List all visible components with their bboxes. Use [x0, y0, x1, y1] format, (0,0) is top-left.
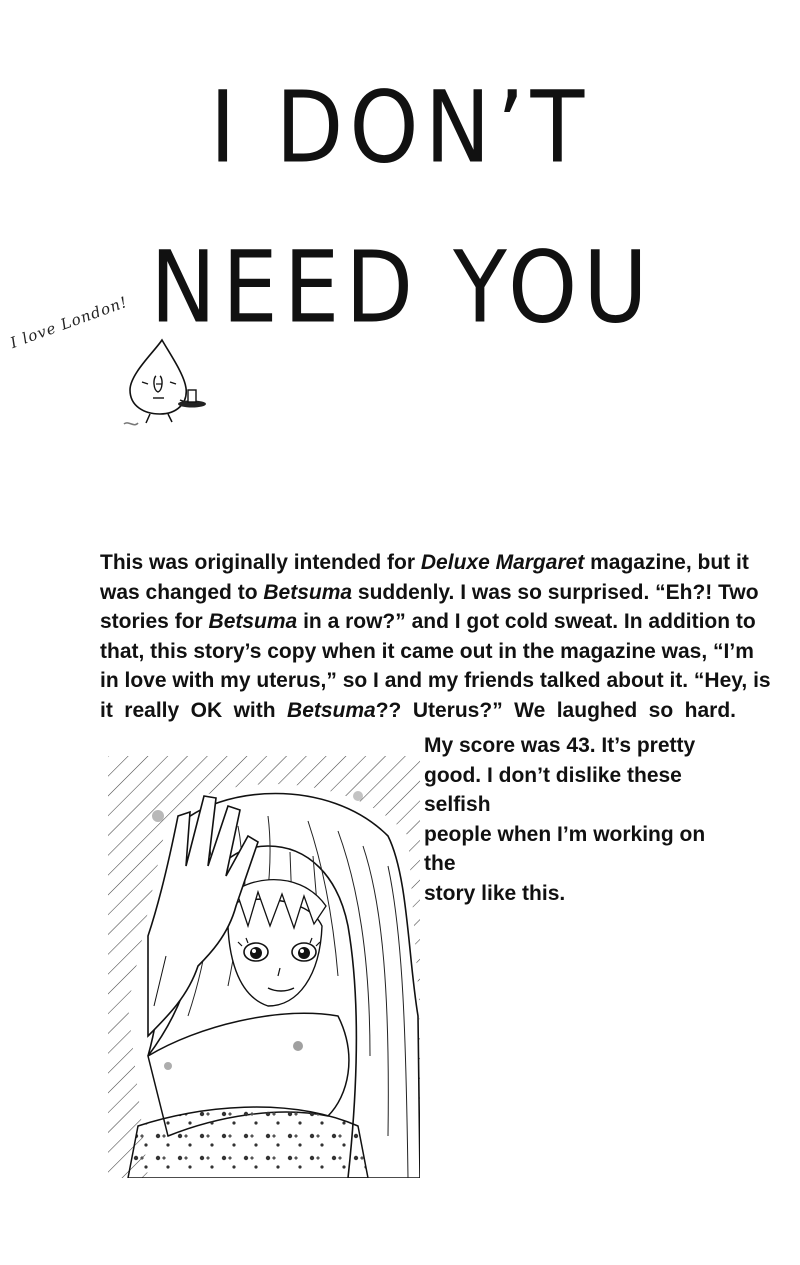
note-line-4: that, this story’s copy when it came out in the magazine was, “I’m: [100, 639, 754, 663]
author-note: [100, 548, 771, 725]
note-line-1: This was originally intended for Deluxe Margaret magazine, but it: [100, 551, 749, 574]
note-line-2: was changed to Betsuma suddenly. I was so surprised. “Eh?! Two: [100, 580, 759, 604]
note-tail-line-2: good. I don’t dislike these selfish: [424, 763, 682, 816]
page-title-line-2: NEED YOU: [150, 229, 654, 346]
doodle-caption: I love London!: [7, 292, 131, 352]
note-line-3: stories for Betsuma in a row?” and I got cold sweat. In addition to: [100, 610, 756, 633]
note-line-5: in love with my uterus,” so I and my friends talked about it. “Hey, is: [100, 669, 771, 692]
manga-girl-illustration: [108, 756, 420, 1178]
page-title-line-1: I DON’T: [209, 69, 591, 186]
note-tail-line-4: story like this.: [424, 881, 566, 905]
author-note-continued: [424, 731, 736, 908]
note-tail-line-3: people when I’m working on the: [424, 822, 706, 875]
note-tail-line-1: My score was 43. It’s pretty: [424, 734, 696, 757]
note-line-6: it really OK with Betsuma?? Uterus?” We laughed so hard.: [100, 698, 736, 722]
droplet-character-icon: [12, 282, 212, 432]
